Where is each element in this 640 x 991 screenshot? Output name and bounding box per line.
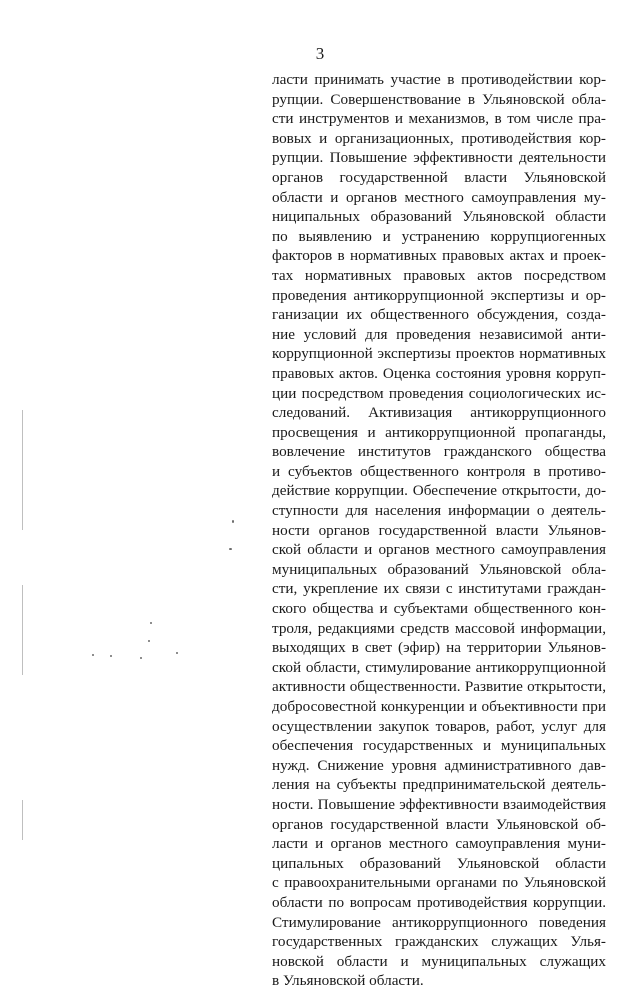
- text-line: ступности для населения информации о деятель-: [272, 502, 606, 520]
- text-line: коррупционной экспертизы проектов нормативных: [272, 345, 606, 363]
- text-line: органов государственной власти Ульяновской: [272, 168, 606, 186]
- text-line: государственных гражданских служащих Улья-: [272, 933, 606, 951]
- text-line: по выявлению и устранению коррупциогенных: [272, 227, 606, 245]
- text-line: вовлечение институтов гражданского общества: [272, 443, 606, 461]
- text-line: в Ульяновской области.: [272, 972, 424, 990]
- text-line: ления на субъекты предпринимательской деятель-: [272, 776, 606, 794]
- scan-speck: [110, 655, 112, 657]
- text-line: просвещения и антикоррупционной пропаганды,: [272, 423, 606, 441]
- text-line: вовых и организационных, противодействия кор-: [272, 129, 606, 147]
- text-line: ности органов государственной власти Ульянов-: [272, 521, 606, 539]
- text-line: правовых актов. Оценка состояния уровня корруп-: [272, 364, 606, 382]
- text-line: области и органов местного самоуправления му-: [272, 188, 606, 206]
- text-line: органов государственной власти Ульяновской об-: [272, 815, 606, 833]
- text-line: тах нормативных правовых актов посредством: [272, 266, 606, 284]
- text-line: обеспечения государственных и муниципальных: [272, 737, 606, 755]
- text-line: ние условий для проведения независимой анти-: [272, 325, 606, 343]
- scan-speck: [232, 520, 234, 523]
- text-line: активности общественности. Развитие открытости,: [272, 678, 606, 696]
- text-line: ской области и органов местного самоуправления: [272, 541, 606, 559]
- scan-speck: [229, 548, 232, 550]
- text-line: ганизации их общественного обсуждения, созда-: [272, 306, 606, 324]
- page-number: 3: [315, 44, 325, 63]
- text-line: следований. Активизация антикоррупционного: [272, 404, 606, 422]
- scan-speck: [148, 640, 150, 642]
- text-line: выходящих в свет (эфир) на территории Ульянов-: [272, 639, 606, 657]
- text-line: сти инструментов и механизмов, в том числе пра-: [272, 110, 606, 128]
- text-line: факторов в нормативных правовых актах и проек-: [272, 247, 606, 265]
- text-line: рупции. Совершенствование в Ульяновской обла-: [272, 90, 606, 108]
- scan-artifact-line: [22, 410, 23, 530]
- text-line: осуществлении закупок товаров, работ, услуг для: [272, 717, 606, 735]
- text-line: проведения антикоррупционной экспертизы и ор-: [272, 286, 606, 304]
- scan-speck: [150, 622, 152, 624]
- text-line: с правоохранительными органами по Ульяновской: [272, 874, 606, 892]
- text-line: нужд. Снижение уровня административного дав-: [272, 756, 606, 774]
- text-line: действие коррупции. Обеспечение открытости, до-: [272, 482, 606, 500]
- text-line: ции посредством проведения социологических ис-: [272, 384, 606, 402]
- text-line: ского общества и субъектами общественного кон-: [272, 600, 606, 618]
- text-line: ципальных образований Ульяновской области: [272, 854, 606, 872]
- scan-speck: [92, 654, 94, 656]
- text-line: добросовестной конкуренции и объективности при: [272, 698, 606, 715]
- scan-speck: [140, 657, 142, 659]
- text-line: ниципальных образований Ульяновской области: [272, 208, 606, 226]
- scan-speck: [176, 652, 178, 654]
- text-line: рупции. Повышение эффективности деятельности: [272, 149, 606, 167]
- text-line: муниципальных образований Ульяновской обла-: [272, 560, 606, 578]
- scan-artifact-line: [22, 585, 23, 675]
- text-line: сти, укрепление их связи с институтами граждан-: [272, 580, 606, 598]
- text-line: ласти и органов местного самоуправления муни-: [272, 835, 606, 853]
- text-line: ности. Повышение эффективности взаимодействия: [272, 795, 606, 813]
- text-line: новской области и муниципальных служащих: [272, 952, 606, 970]
- text-line: и субъектов общественного контроля в противо-: [272, 462, 606, 480]
- text-line: троля, редакциями средств массовой информации,: [272, 619, 606, 637]
- body-text: [272, 70, 606, 991]
- text-line: Стимулирование антикоррупционного поведения: [272, 913, 606, 931]
- scan-artifact-line: [22, 800, 23, 840]
- text-line: ласти принимать участие в противодействии кор-: [272, 71, 606, 88]
- text-line: области по вопросам противодействия коррупции.: [272, 893, 606, 911]
- text-line: ской области, стимулирование антикоррупционной: [272, 658, 606, 676]
